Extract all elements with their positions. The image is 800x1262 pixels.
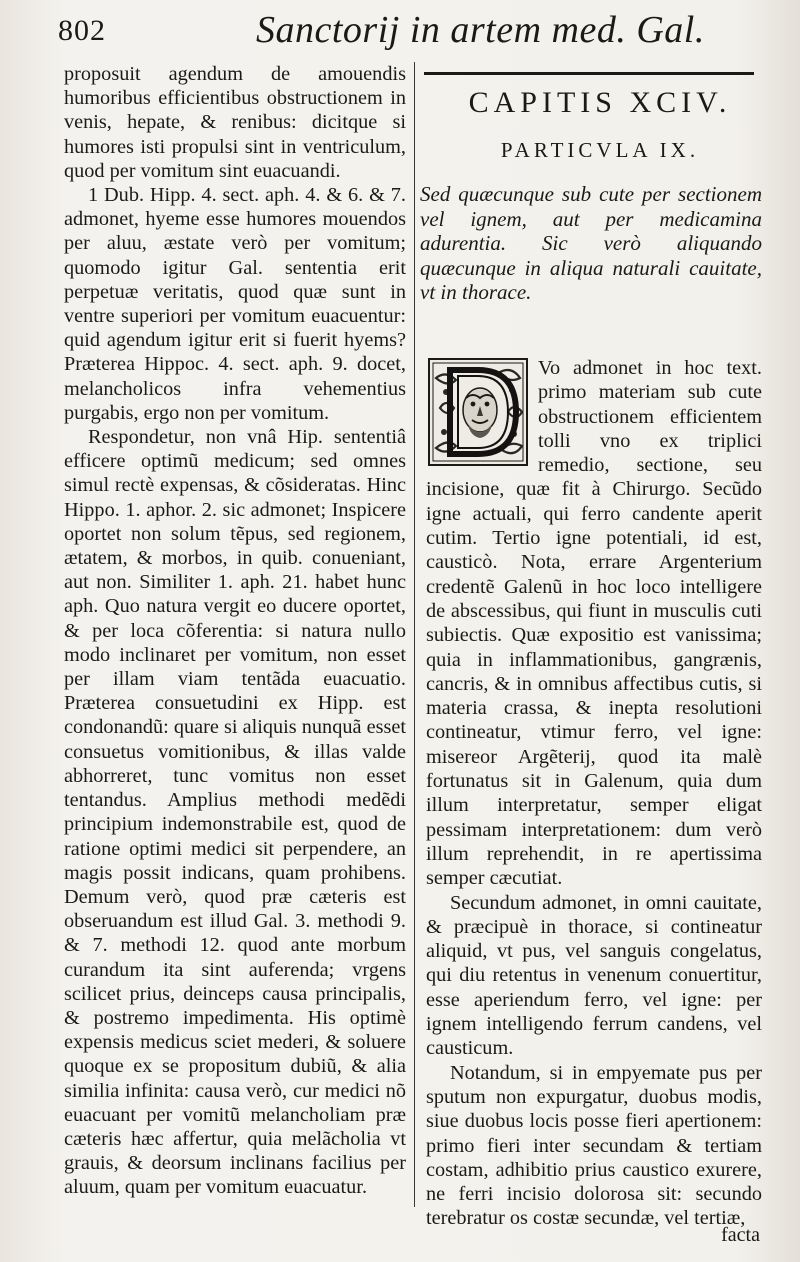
column-divider <box>414 62 415 1207</box>
quoted-text: Sed quæcunque sub cute per sectionem vel ignem, aut per medicamina adurentia. Sic verò aliquando quæcunque in aliqua naturali cauitate, vt in thorace. <box>420 182 762 305</box>
quoted-text-block <box>420 182 762 305</box>
page-header <box>58 4 758 54</box>
particula-heading: PARTICVLA IX. <box>500 138 700 162</box>
chapter-heading: CAPITIS XCIV. <box>468 86 732 119</box>
right-paragraph-3: Notandum, si in empyemate pus per sputum non expurgatur, duobus modis, siue duobus locis posse fieri apertionem: primo fieri inter secundam & tertiam costam, adhibitio prius caustico exurere, ne ferri incisio dolorosa sit: secundo terebratur os costæ secundæ, vel tertiæ, <box>426 1061 762 1230</box>
right-paragraph-2: Secundum admonet, in omni cauitate, & præcipuè in thorace, si contineatur aliquid, vt pus, vel sanguis congelatus, qui diu retentus in venenum conuertitur, esse aperiendum ferro, vel igne: per ignem intelligendo ferrum candens, vel causticum. <box>426 891 762 1060</box>
decorated-initial <box>428 358 528 466</box>
catchword: facta <box>721 1224 760 1246</box>
heading-rule <box>424 72 754 75</box>
decorated-initial-icon <box>428 358 528 466</box>
running-title: Sanctorij in artem med. Gal. <box>256 9 705 51</box>
right-paragraph-1: Vo admonet in hoc text. primo materiam sub cute obstructionem efficientem tolli vno ex triplici remedio, sectione, seu incisione, quæ fit à Chirurgo. Secũdo igne actuali, qui ferro candente aperit cutim. Tertio igne potentiali, id est, causticò. Nota, errare Argenterium credentẽ Galenũ in hoc loco intelligere de abscessibus, qui fiunt in musculis cuti subiectis. Quæ expositio est vanissima; quia in inflammationibus, gangrænis, cancris, & in omnibus affectibus cutis, si materia crassa, & inepta resolutioni contineatur, vtimur ferro, vel igne: misereor Argẽterij, quod ita malè fortunatus sit in Galenum, quia dum illum interpretatur, semper eligat pessimam interpretationem: dum verò illum reprehendit, in re apertissima semper cæcutiat. <box>426 357 762 890</box>
left-paragraph-2: 1 Dub. Hipp. 4. sect. aph. 4. & 6. & 7. admonet, hyeme esse humores mouendos per aluu, æstate verò per vomitum; quomodo igitur Gal. sententia erit perpetuæ veritatis, quod quæ sunt in ventre superiori per vomitum euacuentur: quid agendum igitur erit si fuerit hyems? Præterea Hippoc. 4. sect. aph. 9. docet, melancholicos infra vehementius purgabis, ergo non per vomitum. <box>64 184 406 424</box>
page-number: 802 <box>58 14 106 47</box>
right-column-body <box>426 356 762 1231</box>
left-paragraph-3: Respondetur, non vnâ Hip. sententiâ efficere optimũ medicum; sed omnes simul rectè expensas, & cõsideratas. Hinc Hippo. 1. aphor. 2. sic admonet; Inspicere oportet non solum tẽpus, sed regionem, ætatem, & morbos, in quib. conueniant, aut non. Similiter 1. aph. 21. habet hunc aph. Quo natura vergit eo ducere oportet, & per loca cõferentia: si natura nullo modo inclinaret per vomitum, non esset per illam viam tentãda euacuatio. Præterea consuetudini ex Hipp. est condonandũ: quare si aliquis nunquã esset consuetus vomitionibus, & illas valde abhorreret, tunc vomitus non esset tentandus. Amplius methodi medẽdi principium indemonstrabile est, quod de ratione optimi medici sit perpendere, an magis possit indicans, quam prohibens. Demum verò, quod præ cæteris est obseruandum est illud Gal. 3. methodi 9. & 7. methodi 12. quod ante morbum curandum ita sint auferenda; vrgens scilicet prius, deinceps causa principalis, & postremo impedimenta. His optimè expensis medicus sciet mederi, & soluere quoque ex se propositum dubiũ, & alia similia infinita: causa verò, cur medici nõ euacuant per vomitũ melancholiam præ cæteris hæc affertur, quia melãcholia vt grauis, & deorsum inclinans facilius per aluum, quam per vomitum euacuatur. <box>64 426 406 1199</box>
left-column <box>64 62 406 1200</box>
left-paragraph-1: proposuit agendum de amouendis humoribus efficientibus obstructionem in venis, hepate, & renibus: dicitque si humores isti propulsi sint in ventriculum, quod per vomitum sint euacuandi. <box>64 63 406 182</box>
